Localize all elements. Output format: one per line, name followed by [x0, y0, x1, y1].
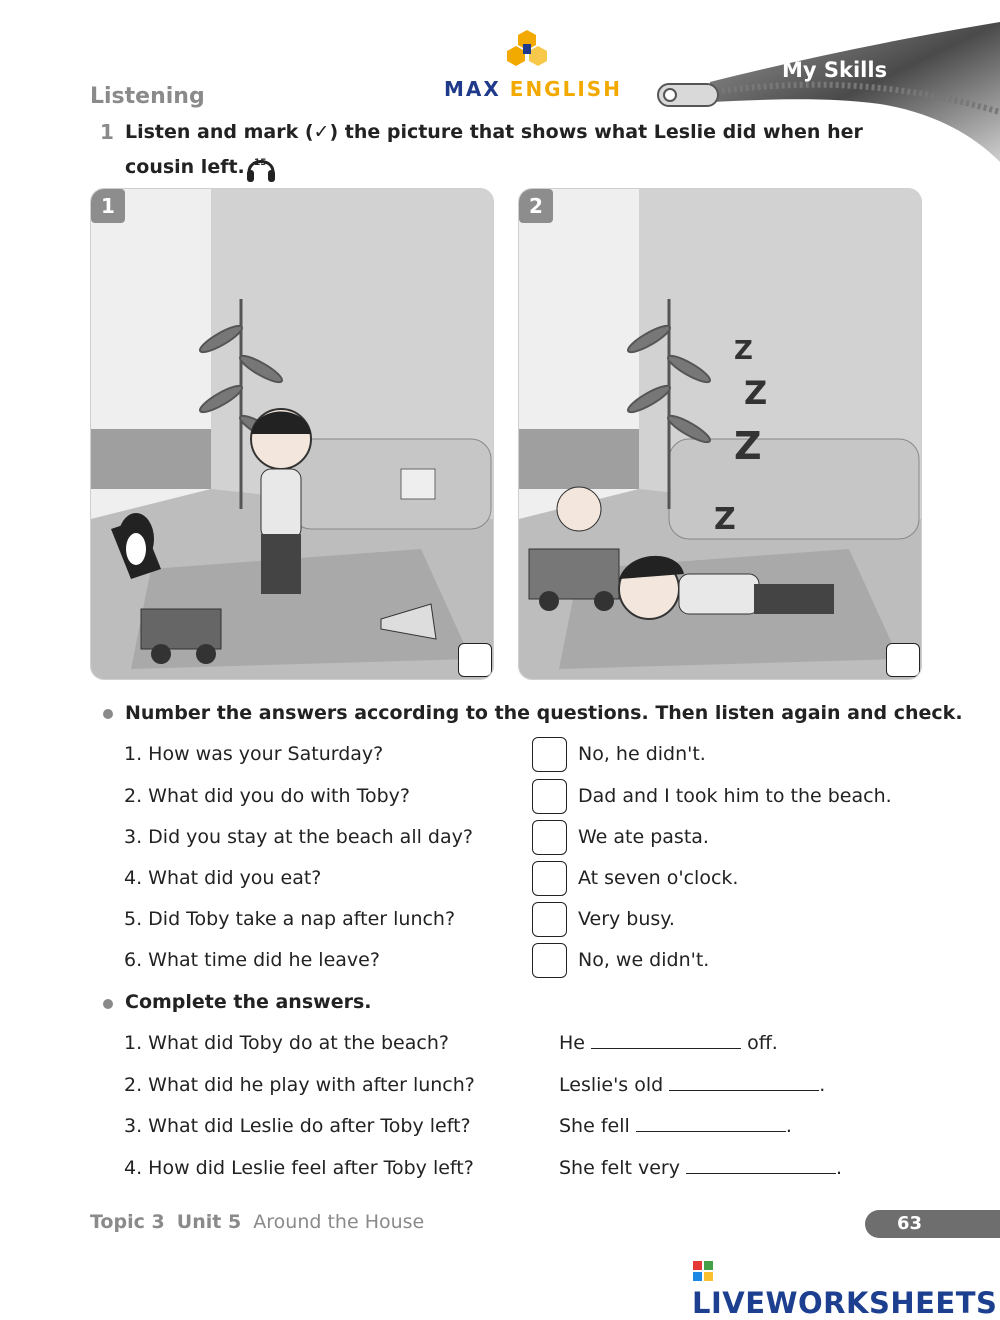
page-number: 63 — [865, 1210, 1000, 1238]
answer-suffix: . — [785, 1115, 792, 1137]
answer-blank[interactable] — [591, 1032, 741, 1049]
answer-prefix: She fell — [559, 1115, 630, 1137]
my-skills-label: My Skills — [782, 58, 888, 82]
footer — [90, 1211, 424, 1233]
complete-answer-3 — [559, 1115, 792, 1137]
answer-number-box[interactable] — [532, 902, 567, 937]
answer-suffix: . — [836, 1157, 843, 1179]
answer-6: No, we didn't. — [578, 949, 710, 971]
question-2: 2. What did you do with Toby? — [124, 785, 410, 807]
answer-5: Very busy. — [578, 908, 675, 930]
liveworksheets-logo-icon — [692, 1260, 716, 1282]
bullet — [103, 709, 113, 719]
complete-question-2: 2. What did he play with after lunch? — [124, 1074, 475, 1096]
answer-prefix: She felt very — [559, 1157, 680, 1179]
footer-unit: Unit 5 — [176, 1211, 242, 1233]
answer-number-box[interactable] — [532, 943, 567, 978]
answer-number-box[interactable] — [532, 820, 567, 855]
answer-1: No, he didn't. — [578, 743, 706, 765]
logo-max: MAX — [444, 77, 501, 101]
track-number: 15 — [254, 158, 267, 168]
complete-answer-4 — [559, 1157, 842, 1179]
footer-topic: Topic 3 — [90, 1211, 165, 1233]
svg-text:Z: Z — [734, 424, 762, 468]
svg-text:Z: Z — [744, 374, 768, 412]
answer-prefix: Leslie's old — [559, 1074, 664, 1096]
liveworksheets-watermark — [692, 1252, 1000, 1320]
answer-prefix: He — [559, 1032, 585, 1054]
question-1: 1. How was your Saturday? — [124, 743, 384, 765]
answer-4: At seven o'clock. — [578, 867, 739, 889]
picture-1 — [90, 188, 494, 680]
exercise3-instruction: Complete the answers. — [125, 991, 372, 1013]
liveworksheets-text: LIVEWORKSHEETS — [692, 1286, 998, 1320]
section-title: Listening — [90, 84, 205, 109]
svg-text:Z: Z — [734, 336, 753, 366]
complete-answer-1 — [559, 1032, 778, 1054]
complete-answer-2 — [559, 1074, 825, 1096]
answer-blank[interactable] — [669, 1074, 819, 1091]
complete-question-4: 4. How did Leslie feel after Toby left? — [124, 1157, 474, 1179]
picture-2 — [518, 188, 922, 680]
picture-2-checkbox[interactable] — [886, 643, 920, 677]
exercise1-instruction-line1: Listen and mark (✓) the picture that shows what Leslie did when her — [125, 121, 863, 143]
picture-1-checkbox[interactable] — [458, 643, 492, 677]
complete-question-1: 1. What did Toby do at the beach? — [124, 1032, 449, 1054]
answer-number-box[interactable] — [532, 861, 567, 896]
footer-title: Around the House — [253, 1211, 425, 1233]
answer-suffix: off. — [747, 1032, 778, 1054]
answer-blank[interactable] — [686, 1157, 836, 1174]
logo-english: ENGLISH — [509, 77, 622, 101]
question-4: 4. What did you eat? — [124, 867, 322, 889]
exercise-number: 1 — [100, 120, 114, 144]
answer-number-box[interactable] — [532, 737, 567, 772]
headphones-icon[interactable] — [244, 150, 278, 184]
answer-suffix: . — [819, 1074, 826, 1096]
answer-number-box[interactable] — [532, 779, 567, 814]
girl-carrying-toys-illustration — [91, 189, 493, 679]
answer-3: We ate pasta. — [578, 826, 709, 848]
question-5: 5. Did Toby take a nap after lunch? — [124, 908, 456, 930]
complete-question-3: 3. What did Leslie do after Toby left? — [124, 1115, 471, 1137]
picture-1-number: 1 — [91, 189, 125, 223]
question-3: 3. Did you stay at the beach all day? — [124, 826, 473, 848]
svg-text:Z: Z — [714, 502, 736, 537]
picture-2-number: 2 — [519, 189, 553, 223]
question-6: 6. What time did he leave? — [124, 949, 380, 971]
answer-blank[interactable] — [636, 1115, 786, 1132]
girl-sleeping-on-floor-illustration — [519, 189, 921, 679]
answer-2: Dad and I took him to the beach. — [578, 785, 892, 807]
exercise1-instruction-line2: cousin left. — [125, 156, 245, 178]
max-english-wordmark — [444, 77, 622, 101]
exercise2-instruction: Number the answers according to the questions. Then listen again and check. — [125, 702, 963, 724]
bullet — [103, 999, 113, 1009]
